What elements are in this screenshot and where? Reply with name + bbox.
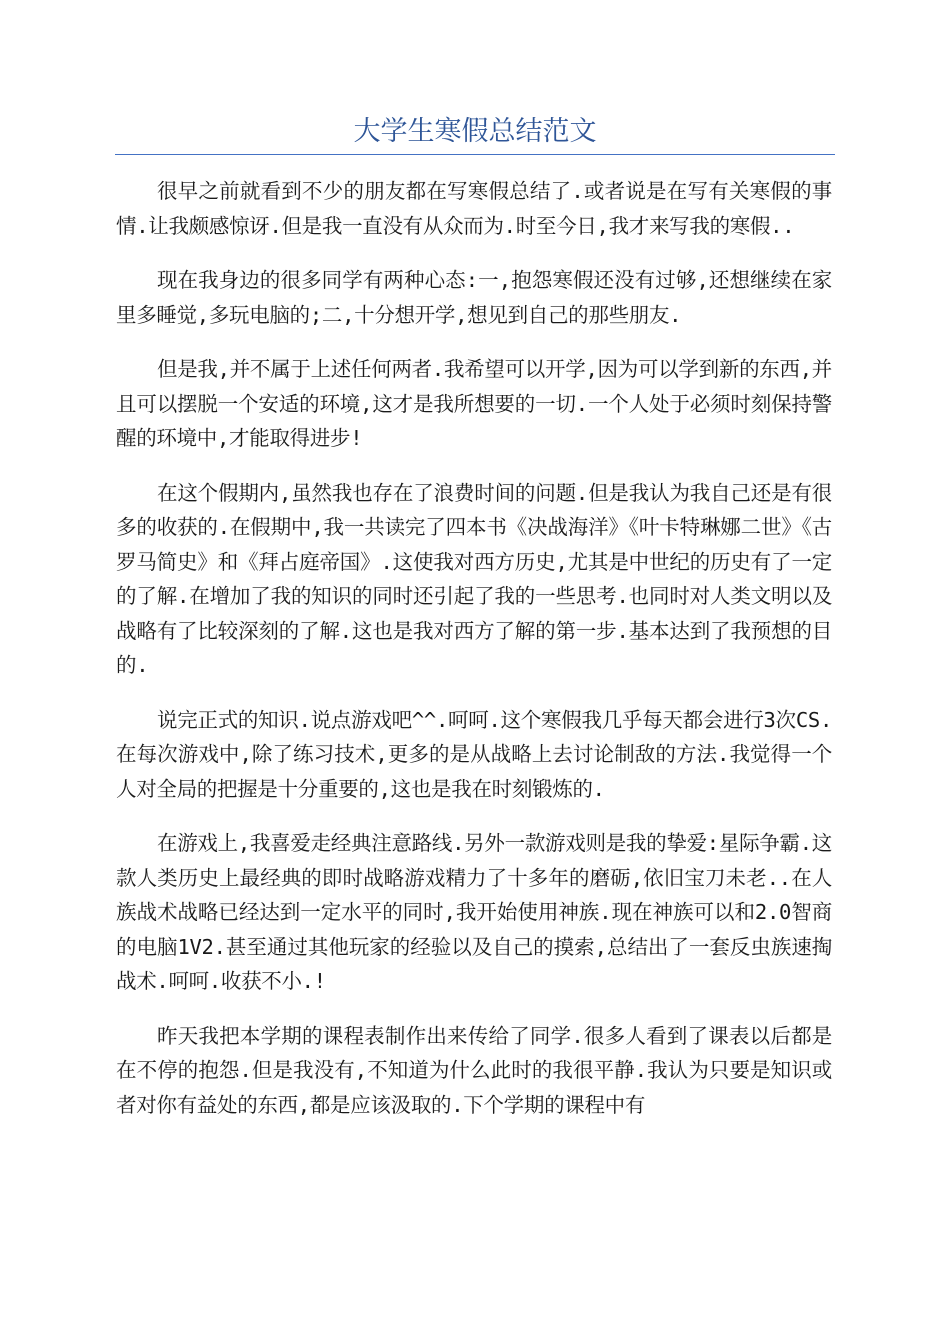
paragraph-2: 现在我身边的很多同学有两种心态:一,抱怨寒假还没有过够,还想继续在家里多睡觉,多玩电脑的;二,十分想开学,想见到自己的那些朋友. xyxy=(116,268,832,327)
paragraph-4: 在这个假期内,虽然我也存在了浪费时间的问题.但是我认为我自己还是有很多的收获的.在假期中,我一共读完了四本书《决战海洋》《叶卡特琳娜二世》《古罗马简史》和《拜占庭帝国》.这使我对西方历史,尤其是中世纪的历史有了一定的了解.在增加了我的知识的同时还引起了我的一些思考.也同时对人类文明以及战略有了比较深刻的了解.这也是我对西方了解的第一步.基本达到了我预想的目的. xyxy=(116,480,832,677)
paragraph-6: 在游戏上,我喜爱走经典注意路线.另外一款游戏则是我的挚爱:星际争霸.这款人类历史上最经典的即时战略游戏精力了十多年的磨砺,依旧宝刀未老..在人族战术战略已经达到一定水平的同时,我开始使用神族.现在神族可以和2.0智商的电脑1V2.甚至通过其他玩家的经验以及自己的摸索,总结出了一套反虫族速掏战术.呵呵.收获不小.! xyxy=(116,831,832,993)
paragraph-1: 很早之前就看到不少的朋友都在写寒假总结了.或者说是在写有关寒假的事情.让我颇感惊讶.但是我一直没有从众而为.时至今日,我才来写我的寒假.. xyxy=(116,179,832,238)
paragraph-3: 但是我,并不属于上述任何两者.我希望可以开学,因为可以学到新的东西,并且可以摆脱一个安适的环境,这才是我所想要的一切.一个人处于必须时刻保持警醒的环境中,才能取得进步! xyxy=(116,357,832,450)
paragraph-5: 说完正式的知识.说点游戏吧^^.呵呵.这个寒假我几乎每天都会进行3次CS.在每次游戏中,除了练习技术,更多的是从战略上去讨论制敌的方法.我觉得一个人对全局的把握是十分重要的,这也是我在时刻锻炼的. xyxy=(116,707,832,801)
document-body xyxy=(116,174,832,1142)
title-underline xyxy=(115,154,835,155)
paragraph-7: 昨天我把本学期的课程表制作出来传给了同学.很多人看到了课表以后都是在不停的抱怨.但是我没有,不知道为什么此时的我很平静.我认为只要是知识或者对你有益处的东西,都是应该汲取的.下个学期的课程中有 xyxy=(116,1023,832,1117)
document-title: 大学生寒假总结范文 xyxy=(353,116,597,147)
